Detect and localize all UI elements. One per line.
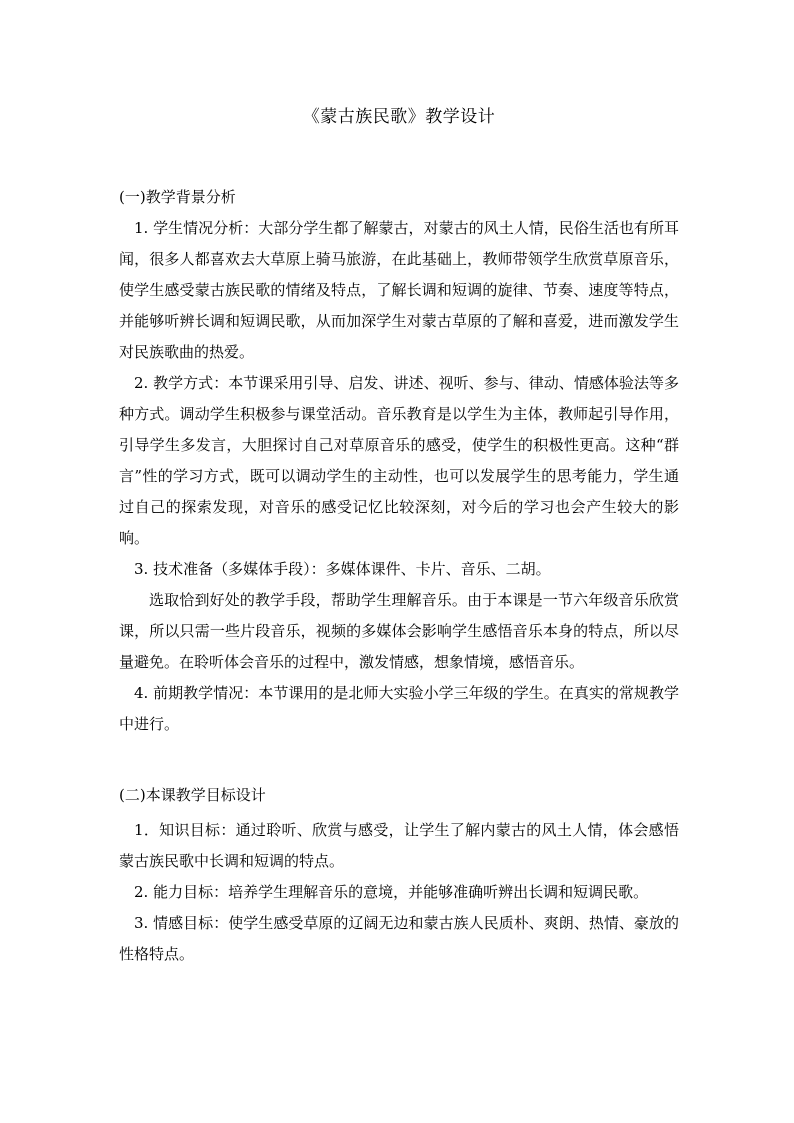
paragraph-student-analysis: 1. 学生情况分析：大部分学生都了解蒙古，对蒙古的风土人情，民俗生活也有所耳闻，很多人都喜欢去大草原上骑马旅游，在此基础上，教师带领学生欣赏草原音乐，使学生感受蒙古族民歌的情绪及特点，了解长调和短调的旋律、节奏、速度等特点，并能够听辨长调和短调民歌，从而加深学生对蒙古草原的了解和喜爱，进而激发学生对民族歌曲的热爱。: [119, 219, 679, 361]
section-teaching-goals: [119, 780, 679, 970]
section-heading: (一)教学背景分析: [119, 188, 236, 206]
paragraph-knowledge-goal: 1．知识目标：通过聆听、欣赏与感受，让学生了解内蒙古的风土人情，体会感悟蒙古族民歌中长调和短调的特点。: [119, 821, 679, 870]
paragraph-ability-goal: 2. 能力目标：培养学生理解音乐的意境，并能够准确听辨出长调和短调民歌。: [134, 883, 649, 901]
paragraph-prior-teaching: 4. 前期教学情况：本节课用的是北师大实验小学三年级的学生。在真实的常规教学中进行。: [119, 684, 679, 733]
paragraph-teaching-means: 选取恰到好处的教学手段，帮助学生理解音乐。由于本课是一节六年级音乐欣赏课，所以只需一些片段音乐，视频的多媒体会影响学生感悟音乐本身的特点，所以尽量避免。在聆听体会音乐的过程中，激发情感，想象情境，感悟音乐。: [119, 591, 679, 671]
section-heading: (二)本课教学目标设计: [119, 786, 266, 804]
paragraph-tech-preparation: 3. 技术准备（多媒体手段）：多媒体课件、卡片、音乐、二胡。: [134, 560, 551, 578]
paragraph-emotion-goal: 3. 情感目标：使学生感受草原的辽阔无边和蒙古族人民质朴、爽朗、热情、豪放的性格特点。: [119, 914, 679, 963]
paragraph-teaching-method: 2. 教学方式：本节课采用引导、启发、讲述、视听、参与、律动、情感体验法等多种方式。调动学生积极参与课堂活动。音乐教育是以学生为主体，教师起引导作用，引导学生多发言，大胆探讨自己对草原音乐的感受，使学生的积极性更高。这种“群言”性的学习方式，既可以调动学生的主动性，也可以发展学生的思考能力，学生通过自己的探索发现，对音乐的感受记忆比较深刻，对今后的学习也会产生较大的影响。: [119, 374, 679, 547]
section-background-analysis: [119, 182, 679, 740]
document-title: 《蒙古族民歌》教学设计: [302, 107, 496, 127]
